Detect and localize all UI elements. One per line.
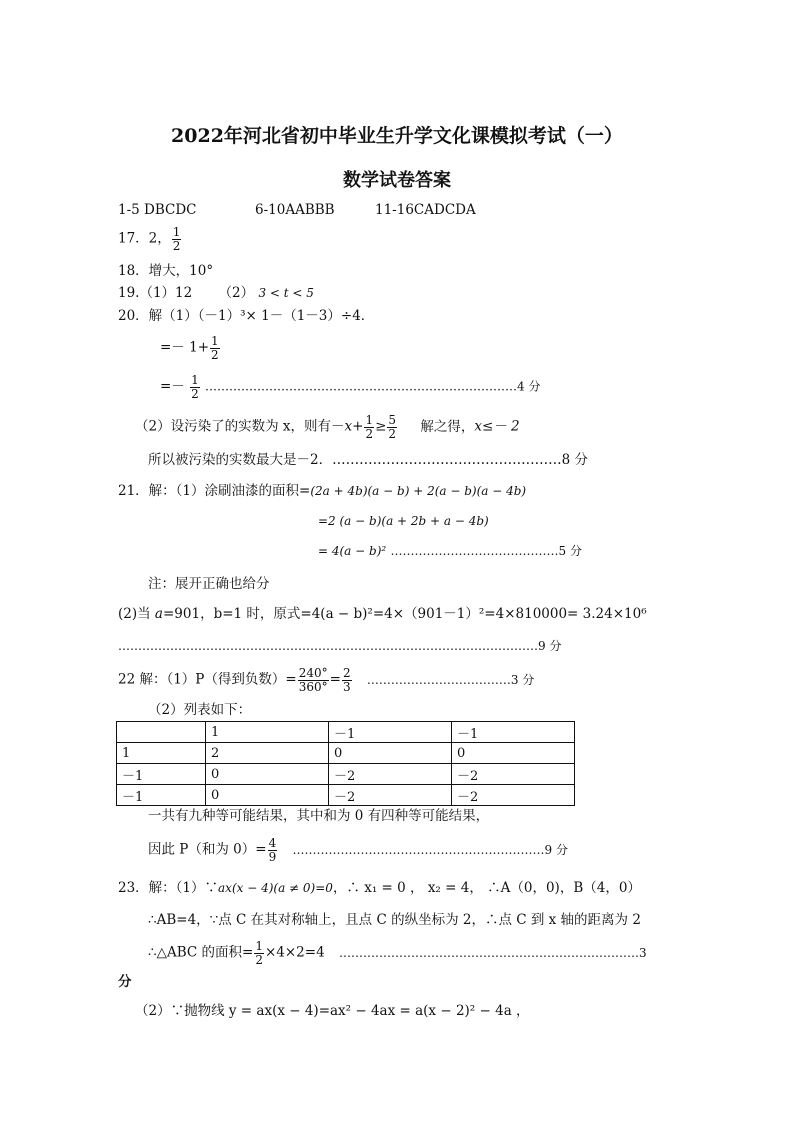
table-cell: －2 — [452, 785, 575, 806]
q23-line3 — [148, 940, 647, 966]
q20-part2-post: 解之得， — [420, 418, 475, 435]
q17-num: 1 — [172, 225, 181, 239]
q22-prob-frac — [268, 837, 278, 863]
q17-fraction — [172, 226, 182, 252]
q17-text: 17．2， — [118, 230, 171, 247]
q23-line3-dots: …………………………………………………………………3 — [338, 945, 647, 960]
q20-part2 — [135, 414, 520, 440]
table-row — [117, 785, 575, 806]
q21-part2-score: ……………………………………………………………………………………………9 分 — [118, 639, 562, 653]
page-title: 2022年河北省初中毕业生升学文化课模拟考试（一） — [171, 125, 623, 147]
table-cell: 0 — [452, 743, 575, 764]
q20-step2-num: 1 — [191, 373, 199, 387]
q22-angle-frac — [298, 667, 329, 693]
q20-step2-pre: =－ — [160, 378, 185, 395]
table-cell: －2 — [452, 764, 575, 785]
table-cell: －1 — [452, 722, 575, 743]
q22-result-frac — [342, 667, 352, 693]
q20-step2-score: ……………………………………………………………………4 分 — [205, 379, 541, 394]
mc-answers-6-10: 6-10AABBB — [255, 202, 335, 218]
q17-den: 2 — [172, 238, 181, 253]
page-subtitle: 数学试卷答案 — [343, 170, 451, 191]
q21-part2 — [118, 608, 647, 622]
q19-part1: 19.（1）12 — [118, 285, 193, 301]
q21-part2-pre: (2)当 — [118, 606, 151, 622]
q20-step2-frac — [190, 374, 200, 400]
q20-part2-pre: （2）设污染了的实数为 x，则有－ — [135, 418, 345, 435]
table-row — [117, 743, 575, 764]
q21-line2: =2 (a − b)(a + 2b + a − 4b) — [318, 514, 489, 528]
q21-head — [118, 485, 526, 499]
q22-head — [118, 667, 534, 693]
mc-answers-11-16: 11-16CADCDA — [375, 202, 476, 218]
table-cell: 1 — [206, 722, 329, 743]
table-cell — [117, 722, 206, 743]
q20-step1 — [160, 335, 221, 361]
mc-answers-1-5: 1-5 DBCDC — [118, 202, 197, 218]
q23-line3-pre: ∴△ABC 的面积= — [148, 944, 254, 961]
q22-result-text: 一共有九种等可能结果，其中和为 0 有四种等可能结果， — [148, 808, 490, 824]
table-cell: 0 — [329, 743, 452, 764]
q19-answer — [118, 287, 314, 301]
q22-eq: = — [329, 671, 341, 688]
q20-part2-num1: 1 — [365, 413, 374, 427]
q23-line3-den: 2 — [255, 952, 263, 967]
q20-step1-frac — [210, 335, 220, 361]
table-cell: －2 — [329, 764, 452, 785]
q20-head: 20．解（1）（－1）³× 1－（1－3）÷4． — [118, 308, 375, 324]
q20-part2-den1: 2 — [365, 426, 374, 441]
q22-list-label: （2）列表如下： — [148, 702, 252, 718]
q20-part2-x: x+ — [344, 418, 364, 435]
q19-part2: （2） — [218, 285, 255, 301]
q20-part2-frac1 — [364, 414, 374, 440]
q22-result-den: 3 — [342, 679, 351, 694]
q20-conclusion: 所以被污染的实数最大是－2．……………………………………………8 分 — [148, 452, 588, 468]
table-cell: －2 — [329, 785, 452, 806]
table-cell: 0 — [206, 785, 329, 806]
q21-head-math: (2a + 4b)(a − b) + 2(a − b)(a − 4b) — [310, 484, 527, 498]
table-row — [117, 722, 575, 743]
table-cell: －1 — [117, 764, 206, 785]
q20-step1-den: 2 — [211, 347, 219, 362]
q22-head-text: 22 解：（1）P（得到负数）= — [118, 671, 297, 688]
q23-part2: （2）∵抛物线 y = ax(x − 4)=ax² − 4ax = a(x − 2)² − 4a ， — [135, 1003, 530, 1019]
table-cell: －1 — [329, 722, 452, 743]
q22-result-num: 2 — [342, 666, 351, 680]
q23-line3-frac — [254, 940, 264, 966]
q20-part2-solution: x≤－ 2 — [474, 418, 520, 435]
table-cell: －1 — [117, 785, 206, 806]
q18-answer: 18．增大，10° — [118, 263, 214, 279]
q20-part2-ge: ≥ — [375, 418, 387, 435]
q20-step1-num: 1 — [211, 334, 219, 348]
table-cell: 2 — [206, 743, 329, 764]
q23-head-text: 23．解：（1）∵ — [118, 880, 219, 896]
q22-prob-pre: 因此 P（和为 0）= — [148, 841, 267, 858]
q22-angle-den: 360° — [298, 679, 328, 694]
q20-part2-num2: 5 — [388, 413, 397, 427]
q22-prob-score: ………………………………………………………9 分 — [292, 842, 568, 857]
q20-part2-den2: 2 — [388, 426, 397, 441]
q20-step2 — [160, 374, 541, 400]
q21-note: 注：展开正确也给分 — [148, 576, 270, 592]
q22-probability — [148, 837, 568, 863]
q19-inequality: 3 < t < 5 — [258, 286, 314, 300]
q23-line3-unit: 分 — [118, 974, 132, 990]
q21-part2-body: =901，b=1 时，原式=4(a − b)²=4×（901－1）²=4×810000= 3.24×10⁶ — [162, 606, 647, 622]
q22-prob-num: 4 — [268, 836, 277, 850]
q21-line3-score: ……………………………………5 分 — [390, 544, 582, 558]
q22-score: ………………………………3 分 — [366, 672, 535, 687]
q20-step1-pre: =－ 1+ — [160, 339, 210, 356]
table-cell: 1 — [117, 743, 206, 764]
q20-step2-den: 2 — [191, 386, 199, 401]
q22-prob-den: 9 — [268, 849, 277, 864]
q21-line3 — [318, 545, 582, 559]
q23-head-math: ax(x − 4)(a ≠ 0)=0 — [218, 881, 333, 895]
q23-head-post: ，∴ x₁ = 0 ， x₂ = 4， ∴A（0，0)，B（4，0） — [332, 880, 641, 896]
q23-line3-num: 1 — [255, 939, 263, 953]
q21-part2-var: a — [154, 606, 163, 622]
q23-line3-post: ×4×2=4 — [264, 944, 325, 961]
q23-head — [118, 882, 641, 896]
q17-answer — [118, 226, 182, 252]
q22-result-table — [116, 721, 575, 806]
q22-angle-num: 240° — [298, 666, 328, 680]
table-cell: 0 — [206, 764, 329, 785]
q23-line2: ∴AB=4，∵点 C 在其对称轴上，且点 C 的纵坐标为 2，∴点 C 到 x 轴的距离为 2 — [148, 912, 641, 928]
q21-head-text: 21．解：（1）涂刷油漆的面积= — [118, 483, 311, 499]
q21-line3-math: = 4(a − b)² — [318, 544, 387, 558]
table-row — [117, 764, 575, 785]
q20-part2-frac2 — [387, 414, 397, 440]
